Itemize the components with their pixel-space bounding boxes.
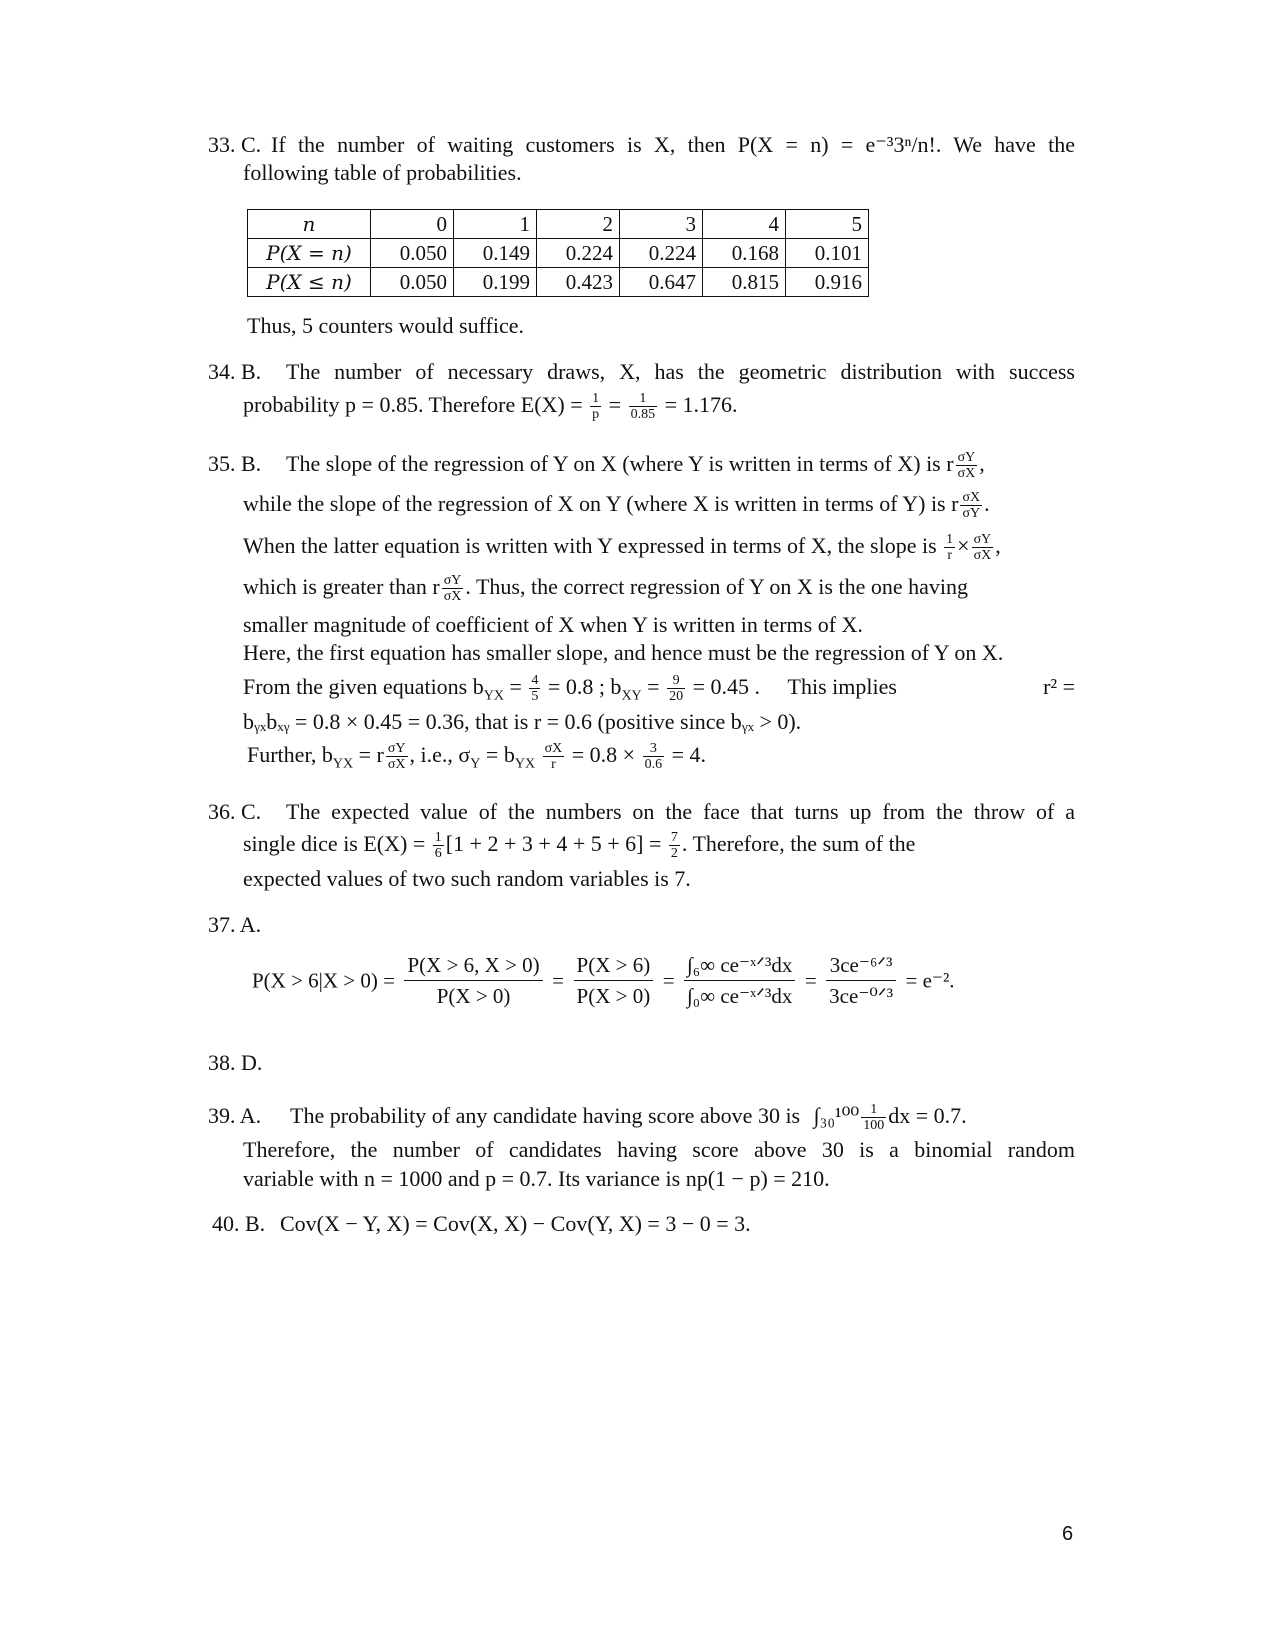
q35-line8: bᵧₓbₓᵧ = 0.8 × 0.45 = 0.36, that is r = 0.6 (positive since bᵧₓ > 0). (243, 709, 802, 734)
q35-fraction: $\frac{\sigma Y}{\sigma X}$ (443, 573, 462, 605)
probability-table (247, 209, 869, 297)
q34-equals: = (608, 392, 622, 417)
table-cell: 0.815 (703, 268, 786, 297)
q39-fraction: $\frac{1}{100}$ (863, 1102, 885, 1134)
q35-text: When the latter equation is written with Y expressed in terms of X, the slope is (243, 533, 937, 558)
q37-fraction: $\frac{P(X > 6, X > 0)}{P(X > 0)}$ (404, 950, 542, 1011)
table-row (248, 268, 869, 297)
q37-label: 37. A. (208, 912, 262, 937)
q39-line3: variable with n = 1000 and p = 0.7. Its variance is np(1 − p) = 210. (243, 1166, 830, 1191)
q33-conclusion: Thus, 5 counters would suffice. (247, 313, 524, 338)
table-cell: 0.149 (454, 239, 537, 268)
q36-fraction: $\frac{1}{6}$ (434, 830, 442, 862)
q35-line1: The slope of the regression of Y on X (where Y is written in terms of X) is r $\frac{\sigma Y}{\sigma X}$ , (286, 450, 985, 482)
q35-fraction: $\frac{\sigma X}{\sigma Y}$ (962, 490, 981, 522)
q38-label: 38. D. (208, 1050, 263, 1075)
q35-line2: while the slope of the regression of X on Y (where X is written in terms of Y) is r $\frac{\sigma X}{\sigma Y}$ . (243, 490, 990, 522)
q35-fraction: $\frac{9}{20}$ (669, 673, 684, 705)
table-row (248, 210, 869, 239)
table-cell: P(X ≤ n) (248, 268, 371, 297)
table-cell: 0.168 (703, 239, 786, 268)
table-row (248, 239, 869, 268)
q39-label: 39. A. (208, 1103, 262, 1128)
q34-label: 34. B. (208, 359, 262, 384)
table-cell: 0.050 (371, 239, 454, 268)
page-number: 6 (1062, 1523, 1074, 1545)
q35-line9: Further, $b_{YX} = r$ $\frac{\sigma Y}{\sigma X}$ , i.e., $\sigma_Y = b_{YX}$ $\frac{\sigma X}{r}$ = 0.8 × $\frac{3}{0.6}$ = 4. (247, 741, 706, 773)
q35-line3: When the latter equation is written with Y expressed in terms of X, the slope is $\frac{1}{r}$ × $\frac{\sigma Y}{\sigma X}$ , (243, 532, 1001, 564)
q35-fraction: $\frac{\sigma Y}{\sigma X}$ (973, 532, 992, 564)
q35-fraction: $\frac{1}{r}$ (946, 532, 954, 564)
table-cell: 0.224 (620, 239, 703, 268)
q36-line1: The expected value of the numbers on the face that turns up from the throw of a (286, 799, 1075, 824)
table-cell: 0.199 (454, 268, 537, 297)
q34-text-b: = 1.176. (664, 392, 738, 417)
q35-fraction: $\frac{3}{0.6}$ (644, 741, 663, 773)
table-cell: 5 (786, 210, 869, 239)
q35-text: while the slope of the regression of X on Y (where X is written in terms of Y) is r (243, 491, 959, 516)
q35-text: which is greater than r (243, 574, 440, 599)
table-cell: 0.916 (786, 268, 869, 297)
q37-fraction: ∫₆∞ ce⁻ˣᐟ³dx ∫₀∞ ce⁻ˣᐟ³dx (684, 950, 795, 1011)
q40-label: 40. B. (212, 1211, 266, 1236)
table-cell: 0.224 (537, 239, 620, 268)
q35-label: 35. B. (208, 451, 262, 476)
q35-line6: Here, the first equation has smaller slope, and hence must be the regression of Y on X. (243, 640, 1004, 665)
q37-equation: P(X > 6|X > 0) = $\frac{P(X > 6, X > 0)}{P(X > 0)}$ = $\frac{P(X > 6)}{P(X > 0)}$ = ∫₆∞ ce⁻ˣᐟ³dx ∫₀∞ ce⁻ˣᐟ³dx = 3ce⁻⁶ᐟ³ 3ce⁻⁰ᐟ³ = e⁻². (252, 950, 955, 1011)
q37-fraction: 3ce⁻⁶ᐟ³ 3ce⁻⁰ᐟ³ (826, 950, 896, 1011)
table-cell: n (248, 210, 371, 239)
table-cell: 0.647 (620, 268, 703, 297)
q33-line2: following table of probabilities. (243, 160, 522, 185)
q35-fraction: $\frac{\sigma Y}{\sigma X}$ (957, 450, 976, 482)
table-cell: 0.101 (786, 239, 869, 268)
q34-line1: The number of necessary draws, X, has the geometric distribution with success (286, 359, 1075, 384)
table-cell: 1 (454, 210, 537, 239)
q35-text: The slope of the regression of Y on X (where Y is written in terms of X) is r (286, 451, 954, 476)
q36-label: 36. C. (208, 799, 262, 824)
q36-line3: expected values of two such random variables is 7. (243, 866, 691, 891)
table-cell: 2 (537, 210, 620, 239)
q34-text-a: probability p = 0.85. Therefore E(X) = (243, 392, 583, 417)
q34-line2 (243, 390, 1075, 422)
q35-text: . Thus, the correct regression of Y on X is the one having (465, 574, 968, 599)
table-cell: 4 (703, 210, 786, 239)
q40-text: Cov(X − Y, X) = Cov(X, X) − Cov(Y, X) = 3 − 0 = 3. (280, 1211, 751, 1236)
q35-line5: smaller magnitude of coefficient of X when Y is written in terms of X. (243, 612, 863, 637)
q39-line2: Therefore, the number of candidates having score above 30 is a binomial random (243, 1137, 1075, 1162)
table-cell: 3 (620, 210, 703, 239)
table-cell: P(X = n) (248, 239, 371, 268)
table-cell: 0.423 (537, 268, 620, 297)
q36-fraction: $\frac{7}{2}$ (670, 830, 678, 862)
table-cell: 0 (371, 210, 454, 239)
q35-line7: From the given equations $b_{YX}$ = $\frac{4}{5}$ = 0.8 ; $b_{XY}$ = $\frac{9}{20}$ = 0.45 . This implies r² = (243, 673, 1075, 705)
q37-fraction: $\frac{P(X > 6)}{P(X > 0)}$ (574, 950, 654, 1011)
q35-line4 (243, 572, 1075, 604)
q34-fraction-1: $\frac{1}{p}$ (592, 391, 600, 423)
q33-line1: If the number of waiting customers is X, then P(X = n) = e⁻³3ⁿ/n!. We have the (271, 132, 1075, 157)
q35-fraction: $\frac{\sigma Y}{\sigma X}$ (387, 741, 406, 773)
q35-fraction: $\frac{4}{5}$ (531, 673, 539, 705)
q34-fraction-2: $\frac{1}{0.85}$ (630, 391, 656, 423)
table-cell: 0.050 (371, 268, 454, 297)
q35-fraction: $\frac{\sigma X}{r}$ (544, 741, 563, 773)
q36-line2: single dice is E(X) = $\frac{1}{6}$ [1 + 2 + 3 + 4 + 5 + 6] = $\frac{7}{2}$ . Therefore, the sum of the (243, 830, 916, 862)
q39-line1: The probability of any candidate having score above 30 is ∫₃₀¹⁰⁰ $\frac{1}{100}$ dx = 0.7. (290, 1102, 967, 1134)
q33-label: 33. C. (208, 132, 262, 157)
